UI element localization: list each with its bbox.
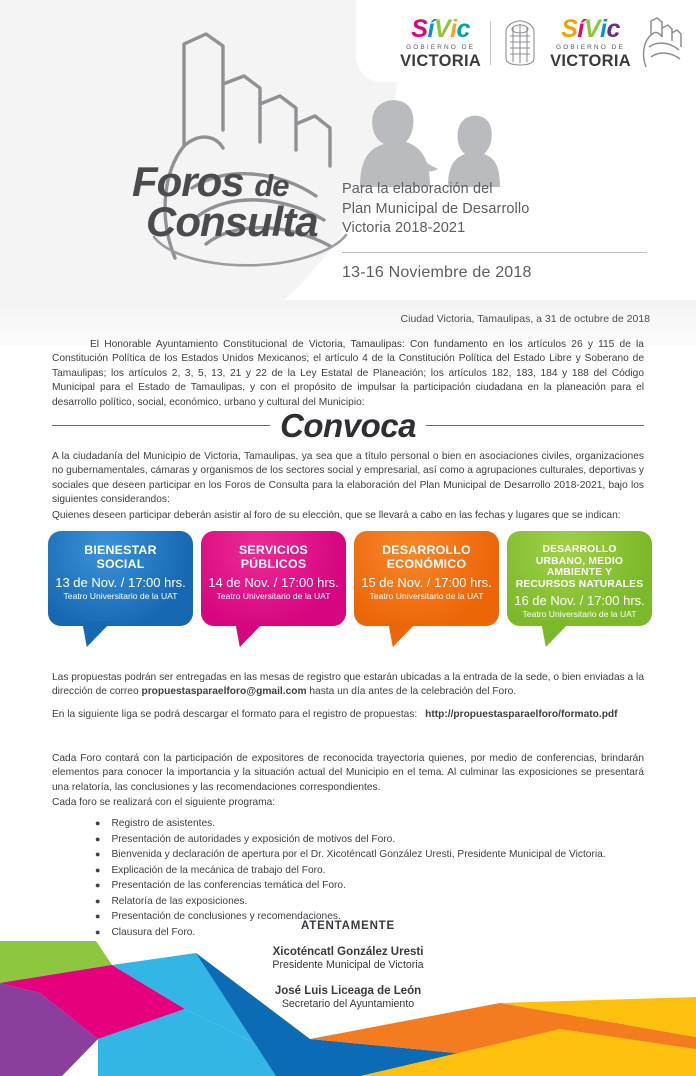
convoca-heading	[52, 409, 644, 442]
people-silhouette-icon	[352, 92, 502, 187]
title-swoosh-icon	[150, 233, 350, 273]
forum-title	[513, 544, 646, 590]
footer-geometric-decoration	[0, 941, 696, 1076]
list-item-label: Presentación de conclusiones y recomendaciones.	[111, 911, 341, 922]
logo-bar	[400, 10, 682, 76]
bullet-icon: ●	[95, 911, 101, 921]
title-line-1	[132, 158, 352, 205]
subtitle-line-3: Victoria 2018-2021	[342, 220, 466, 237]
forum-title-line: AMBIENTE Y	[546, 567, 613, 579]
logo-tagline-left: GOBIERNO DE	[406, 44, 476, 51]
bullet-icon: ●	[95, 895, 101, 906]
logo-city-right: VICTORIA	[550, 51, 631, 70]
ciudadania-paragraph: A la ciudadanía del Municipio de Victoria, Tamaulipas, ya sea que a título personal o bien en asociaciones civiles, organizaciones no gubernamentales, cámaras y organismos de los sectores social y empresarial, así como a agrupaciones culturales, deportivas y sociales que deseen participar en los Foros de Consulta para la elaboración del Plan Municipal de Desarrollo 2018-2021, bajo los siguientes considerandos:	[52, 451, 644, 506]
signer-role-1: Presidente Municipal de Victoria	[272, 959, 424, 971]
intro-lead: El Honorable Ayuntamiento Constitucional de Victoria, Tamaulipas:	[90, 339, 405, 350]
intro-paragraph	[52, 338, 644, 410]
format-download-link[interactable]: http://propuestasparaelforo/formato.pdf	[425, 709, 618, 720]
bullet-icon: ●	[95, 880, 101, 890]
poster-subtitle	[342, 180, 672, 282]
programa-lead: Cada foro se realizará con el siguiente programa:	[52, 797, 276, 808]
convoca-word: Convoca	[280, 407, 416, 444]
signer-role-2: Secretario del Ayuntamiento	[281, 998, 415, 1010]
forum-bubble-servicios-publicos[interactable]	[201, 531, 346, 626]
propuestas-text-pre: Las propuestas podrán ser entregadas en las mesas de registro que estarán ubicadas a la entrada de la sede, o bien enviadas a la dirección de correo	[52, 672, 644, 698]
subtitle-line-2: Plan Municipal de Desarrollo	[342, 200, 530, 217]
hand-buildings-icon	[640, 17, 682, 69]
forum-datetime: 15 de Nov. / 17:00 hrs.	[361, 574, 492, 590]
title-line-2: Consulta	[146, 197, 318, 245]
liga-paragraph	[52, 706, 644, 722]
convoca-rule-right	[426, 425, 644, 426]
event-dates: 13-16 Noviembre de 2018	[342, 263, 532, 281]
logo-sivic-left[interactable]	[400, 17, 540, 69]
list-item	[95, 816, 655, 832]
intro-text: Con fundamento en los artículos 26 y 115 de la Constitución Política de los Estados Unidos Mexicanos; el artículo 4 de la Constitución Política del Estado Libre y Soberano de Tamaulipas; los artículos 2, 3, 5, 13, 21 y 22 de la Ley Estatal de Planeación; los artículos 182, 183, 184 y 188 del Código Municipal para el Estado de Tamaulipas, y con el propósito de impulsar la participación ciudadana en la planeación para el desarrollo político, social, económico, urbano y cultural del Municipio:	[52, 339, 644, 408]
forum-title	[207, 544, 340, 572]
bullet-icon: ●	[95, 926, 101, 937]
propuestas-text-post: hasta un día antes de la celebración del Foro.	[306, 686, 517, 698]
forum-venue: Teatro Universitario de la UAT	[63, 591, 178, 602]
forum-title-line: SOCIAL	[96, 556, 145, 571]
forum-title-line: SERVICIOS	[238, 543, 309, 557]
logo-divider	[490, 21, 491, 65]
forum-venue: Teatro Universitario de la UAT	[369, 591, 484, 602]
title-foros: Foros	[132, 158, 244, 205]
cada-foro-paragraph: Cada Foro contará con la participación de expositores de reconocida trayectoria quienes, por medio de conferencias, brindarán elementos para conocer la importancia y la situación actual del Municipio en el tema. Al culminar las exposiciones se presentará una relatoría, las conclusiones y las recomendaciones correspondientes.	[52, 753, 644, 793]
propuestas-paragraph	[52, 671, 644, 700]
place-and-date: Ciudad Victoria, Tamaulipas, a 31 de octubre de 2018	[400, 313, 650, 325]
forum-bubbles	[48, 531, 652, 649]
list-item-label: Explicación de la mecánica de trabajo del Foro.	[111, 864, 326, 876]
list-item-label: Presentación de autoridades y exposición de motivos del Foro.	[111, 833, 396, 845]
subtitle-line-1: Para la elaboración del	[342, 181, 493, 197]
logo-tagline-right: GOBIERNO DE	[556, 44, 626, 51]
list-item	[95, 894, 655, 910]
contact-email[interactable]: propuestasparaelforo@gmail.com	[141, 686, 307, 698]
liga-text: En la siguiente liga se podrá descargar el formato para el registro de propuestas:	[52, 709, 418, 720]
list-item-label: Registro de asistentes.	[111, 818, 216, 829]
list-item-label: Relatoría de las exposiciones.	[111, 895, 248, 907]
forum-title-line: RECURSOS NATURALES	[515, 578, 644, 590]
forum-title-line: URBANO, MEDIO	[535, 555, 624, 567]
quienes-paragraph: Quienes deseen participar deberán asistir al foro de su elección, que se llevará a cabo en las fechas y lugares que se indican:	[52, 510, 621, 521]
forum-title-line: ECONÓMICO	[386, 556, 467, 571]
sivic-wordmark-right: SíVic	[561, 15, 620, 43]
atentamente-label: ATENTAMENTE	[301, 920, 395, 932]
list-item	[95, 878, 655, 894]
forum-datetime: 16 de Nov. / 17:00 hrs.	[514, 593, 645, 609]
convoca-rule-left	[52, 425, 270, 426]
list-item-label: Presentación de las conferencias temática del Foro.	[111, 880, 346, 891]
bullet-icon: ●	[95, 864, 101, 875]
forum-bubble-desarrollo-urbano[interactable]	[507, 531, 652, 626]
bullet-icon: ●	[95, 818, 101, 828]
forum-title	[360, 544, 493, 572]
forum-title-line: DESARROLLO	[542, 544, 617, 555]
list-item-label: Clausura del Foro.	[111, 926, 196, 938]
forum-title	[54, 544, 187, 572]
signer-name-2: José Luis Liceaga de León	[274, 985, 422, 997]
forum-title-line: DESARROLLO	[382, 543, 471, 557]
signer-name-1: Xicoténcatl González Uresti	[272, 946, 424, 958]
sivic-wordmark-left: SíVic	[411, 15, 470, 43]
list-item	[95, 847, 655, 863]
forum-title-line: BIENESTAR	[84, 543, 157, 557]
list-item-label: Bienvenida y declaración de apertura por el Dr. Xicoténcatl González Uresti, Presidente Municipal de Victoria.	[111, 849, 606, 860]
forum-bubble-bienestar-social[interactable]	[48, 531, 193, 626]
list-item	[95, 863, 655, 879]
forum-venue: Teatro Universitario de la UAT	[216, 591, 331, 602]
forum-bubble-desarrollo-economico[interactable]	[354, 531, 499, 626]
bullet-icon: ●	[95, 849, 101, 859]
title-de: de	[254, 168, 289, 203]
logo-sivic-right[interactable]	[550, 17, 682, 69]
logo-city-left: VICTORIA	[400, 51, 482, 70]
forum-datetime: 13 de Nov. / 17:00 hrs.	[55, 574, 186, 590]
bullet-icon: ●	[95, 833, 101, 844]
forum-venue: Teatro Universitario de la UAT	[522, 609, 637, 620]
list-item	[95, 832, 655, 848]
subtitle-divider	[342, 252, 647, 253]
coat-of-arms-icon	[500, 18, 540, 68]
forum-title-line: PÚBLICOS	[240, 556, 307, 571]
poster-title	[132, 158, 352, 245]
forum-datetime: 14 de Nov. / 17:00 hrs.	[208, 574, 339, 590]
